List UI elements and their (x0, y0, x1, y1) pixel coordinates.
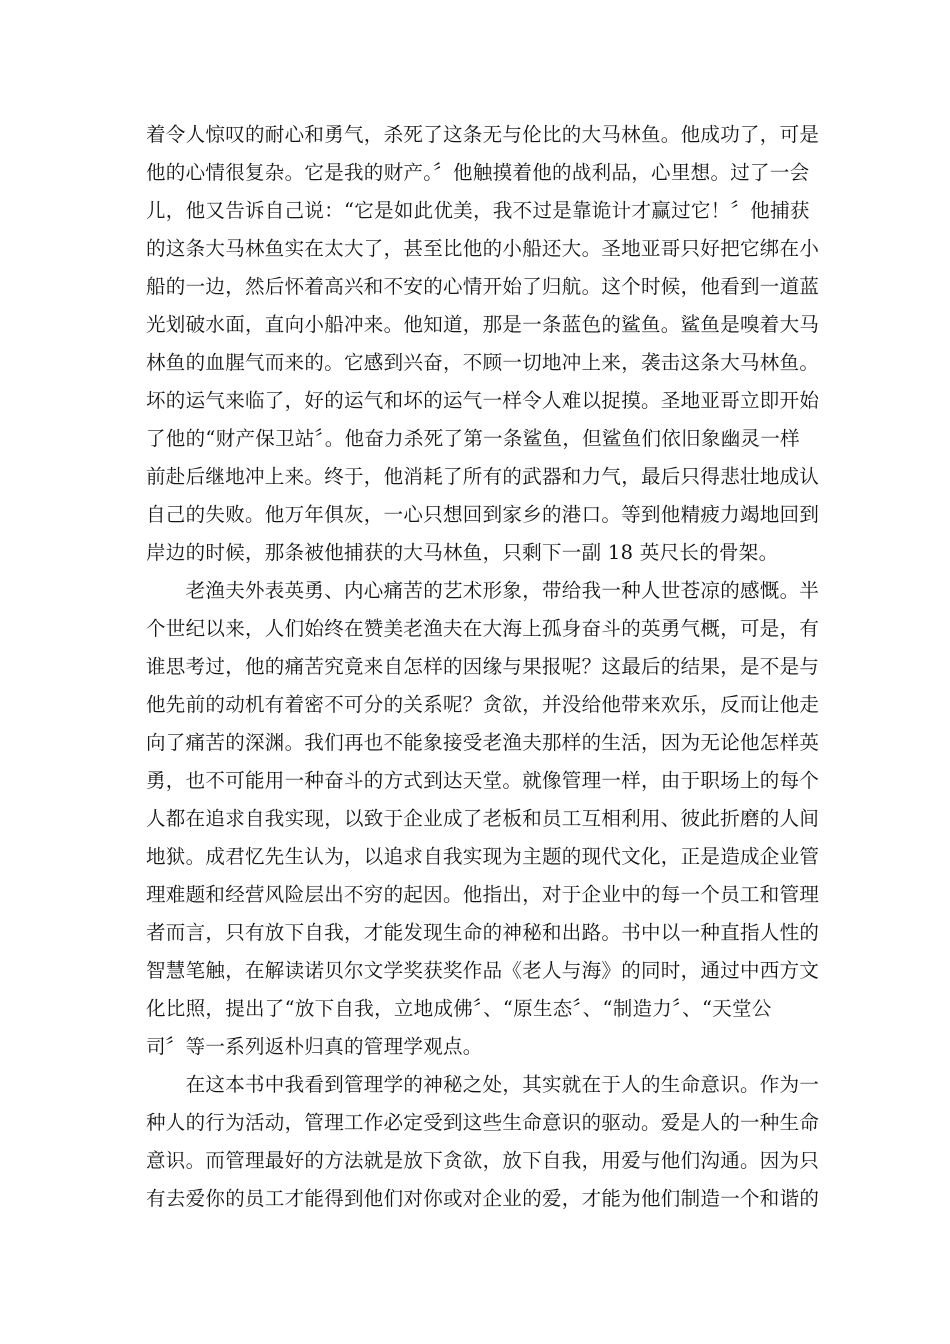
text-line: 前赴后继地冲上来。终于，他消耗了所有的武器和力气，最后只得悲壮地成认 (146, 465, 820, 488)
text-line: 人都在追求自我实现，以致于企业成了老板和员工互相利用、彼此折磨的人间 (146, 807, 820, 830)
text-line: 了他的“财产保卫站〞。他奋力杀死了第一条鲨鱼，但鲨鱼们依旧象幽灵一样 (146, 427, 800, 450)
text-line: 勇，也不可能用一种奋斗的方式到达天堂。就像管理一样，由于职场上的每个 (146, 769, 820, 792)
text-line: 老渔夫外表英勇、内心痛苦的艺术形象，带给我一种人世苍凉的感慨。半 (146, 579, 820, 602)
text-line: 在这本书中我看到管理学的神秘之处，其实就在于人的生命意识。作为一 (146, 1073, 820, 1096)
text-line: 个世纪以来，人们始终在赞美老渔夫在大海上孤身奋斗的英勇气概，可是，有 (146, 617, 820, 640)
text-line: 岸边的时候，那条被他捕获的大马林鱼，只剩下一副 18 英尺长的骨架。 (146, 541, 779, 564)
text-line: 他的心情很复杂。它是我的财产。〞他触摸着他的战利品，心里想。过了一会 (146, 161, 810, 184)
text-line: 意识。而管理最好的方法就是放下贪欲，放下自我，用爱与他们沟通。因为只 (146, 1149, 820, 1172)
text-line: 的这条大马林鱼实在太大了，甚至比他的小船还大。圣地亚哥只好把它绑在小 (146, 237, 820, 260)
text-line: 他先前的动机有着密不可分的关系呢？贪欲，并没给他带来欢乐，反而让他走 (146, 693, 820, 716)
text-line: 理难题和经营风险层出不穷的起因。他指出，对于企业中的每一个员工和管理 (146, 883, 820, 906)
text-line: 自己的失败。他万年俱灰，一心只想回到家乡的港口。等到他精疲力竭地回到 (146, 503, 820, 526)
text-line: 司〞等一系列返朴归真的管理学观点。 (146, 1035, 483, 1058)
text-line: 船的一边，然后怀着高兴和不安的心情开始了归航。这个时候，他看到一道蓝 (146, 275, 820, 298)
text-line: 谁思考过，他的痛苦究竟来自怎样的因缘与果报呢？这最后的结果，是不是与 (146, 655, 820, 678)
text-line: 智慧笔触，在解读诺贝尔文学奖获奖作品《老人与海》的同时，通过中西方文 (146, 959, 820, 982)
text-line: 种人的行为活动，管理工作必定受到这些生命意识的驱动。爱是人的一种生命 (146, 1111, 820, 1134)
text-line: 坏的运气来临了，好的运气和坏的运气一样令人难以捉摸。圣地亚哥立即开始 (146, 389, 820, 412)
text-line: 化比照，提出了“放下自我，立地成佛〞、“原生态〞、“制造力〞、“天堂公 (146, 997, 772, 1020)
text-line: 着令人惊叹的耐心和勇气，杀死了这条无与伦比的大马林鱼。他成功了，可是 (146, 123, 820, 146)
document-body-text (146, 116, 820, 1218)
text-line: 光划破水面，直向小船冲来。他知道，那是一条蓝色的鲨鱼。鲨鱼是嗅着大马 (146, 313, 820, 336)
text-line: 有去爱你的员工才能得到他们对你或对企业的爱，才能为他们制造一个和谐的 (146, 1187, 820, 1210)
text-line: 儿，他又告诉自己说：“它是如此优美，我不过是靠诡计才赢过它！〞他捕获 (146, 199, 810, 222)
text-line: 向了痛苦的深渊。我们再也不能象接受老渔夫那样的生活，因为无论他怎样英 (146, 731, 820, 754)
text-line: 林鱼的血腥气而来的。它感到兴奋，不顾一切地冲上来，袭击这条大马林鱼。 (146, 351, 820, 374)
text-line: 地狱。成君忆先生认为，以追求自我实现为主题的现代文化，正是造成企业管 (146, 845, 820, 868)
text-line: 者而言，只有放下自我，才能发现生命的神秘和出路。书中以一种直指人性的 (146, 921, 820, 944)
